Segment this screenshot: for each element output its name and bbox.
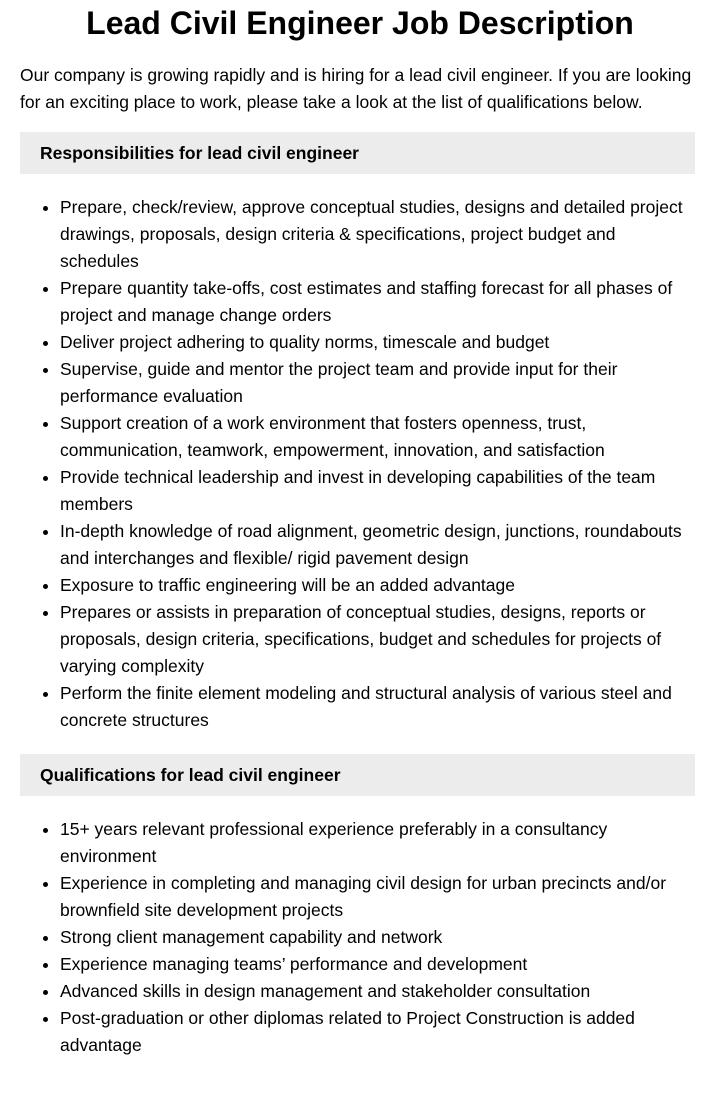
responsibilities-heading: Responsibilities for lead civil engineer [20,132,695,174]
list-item: • Advanced skills in design management and stakeholder consultation [60,978,695,1005]
list-item: • Perform the finite element modeling and structural analysis of various steel and concrete structures [60,680,695,734]
page-title: Lead Civil Engineer Job Description [86,5,634,41]
list-item: • Experience in completing and managing civil design for urban precincts and/or brownfield site development projects [60,870,695,924]
responsibilities-list [20,194,695,734]
qualifications-heading: Qualifications for lead civil engineer [20,754,695,796]
list-item: • 15+ years relevant professional experience preferably in a consultancy environment [60,816,695,870]
list-item: • Prepares or assists in preparation of conceptual studies, designs, reports or proposals, design criteria, specifications, budget and schedules for projects of varying complexity [60,599,695,680]
list-item: • Supervise, guide and mentor the project team and provide input for their performance evaluation [60,356,695,410]
list-item: • Deliver project adhering to quality norms, timescale and budget [60,329,695,356]
list-item: • Provide technical leadership and invest in developing capabilities of the team members [60,464,695,518]
list-item: • Prepare quantity take-offs, cost estimates and staffing forecast for all phases of project and manage change orders [60,275,695,329]
list-item: • Exposure to traffic engineering will be an added advantage [60,572,695,599]
qualifications-list [20,816,695,1059]
list-item: • Experience managing teams’ performance and development [60,951,695,978]
list-item: • Support creation of a work environment that fosters openness, trust, communication, teamwork, empowerment, innovation, and satisfaction [60,410,695,464]
list-item: • Strong client management capability and network [60,924,695,951]
list-item: • Post-graduation or other diplomas related to Project Construction is added advantage [60,1005,695,1059]
list-item: • In-depth knowledge of road alignment, geometric design, junctions, roundabouts and interchanges and flexible/ rigid pavement design [60,518,695,572]
intro-paragraph: Our company is growing rapidly and is hiring for a lead civil engineer. If you are looking for an exciting place to work, please take a look at the list of qualifications below. [20,65,692,112]
list-item: • Prepare, check/review, approve conceptual studies, designs and detailed project drawings, proposals, design criteria & specifications, project budget and schedules [60,194,695,275]
